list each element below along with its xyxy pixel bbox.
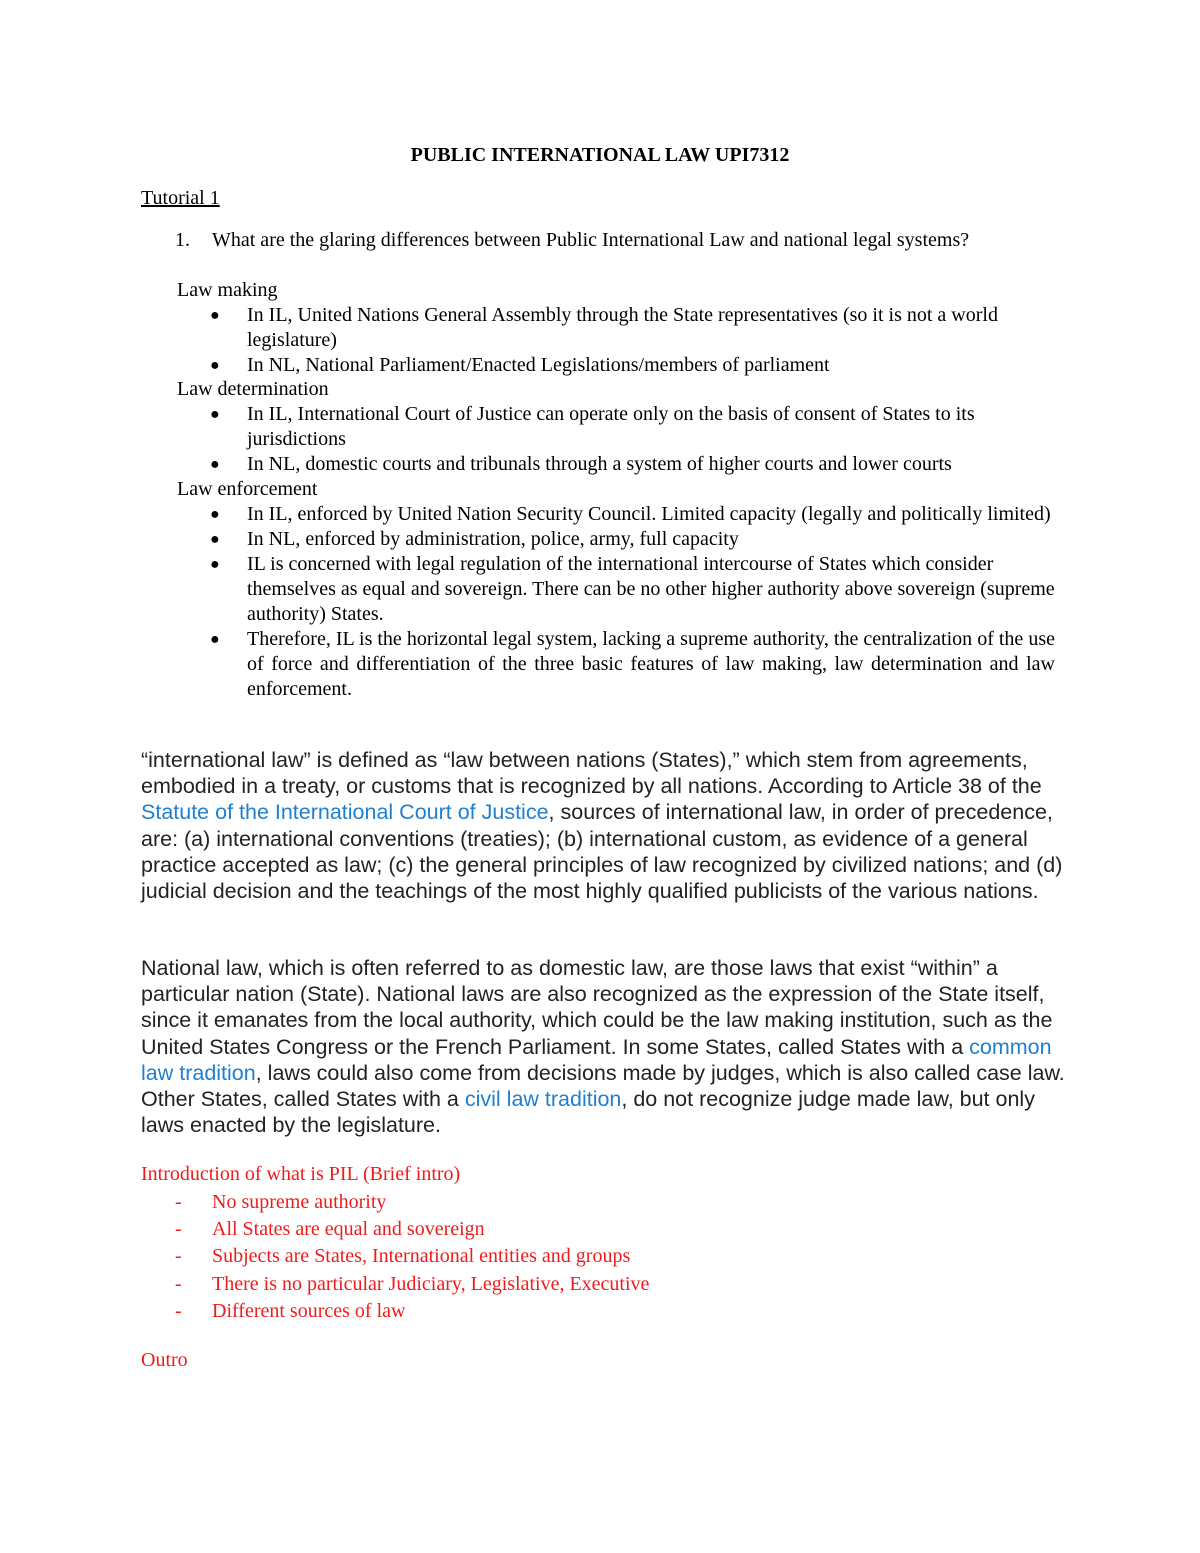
question-number: 1. [175, 229, 190, 251]
civil-law-tradition-link[interactable]: civil law tradition [464, 1087, 622, 1112]
list-item: - Subjects are States, International entities and groups [175, 1243, 649, 1270]
list-item: ● In NL, enforced by administration, police, army, full capacity [210, 528, 739, 550]
intro-heading: Introduction of what is PIL (Brief intro) [141, 1163, 461, 1185]
list-item: - All States are equal and sovereign [175, 1216, 649, 1243]
list-item: ● In IL, International Court of Justice can operate only on the basis of consent of States to its jurisdictions [210, 403, 975, 450]
paragraph-international-law: “international law” is defined as “law between nations (States),” which stem from agreements, embodied in a treaty, or customs that is recognized by all nations. According to Article 38 of the Statute of the International Court of Justice, sources of international law, in order of precedence, are: (a) international conventions (treaties); (b) international custom, as evidence of a general practice accepted as law; (c) the general principles of law recognized by civilized nations; and (d) judicial decision and the teachings of the most highly qualified publicists of the various nations. [141, 748, 1063, 904]
list-item: ● In IL, enforced by United Nation Security Council. Limited capacity (legally and politically limited) [210, 503, 1051, 525]
document-title: PUBLIC INTERNATIONAL LAW UPI7312 [410, 144, 790, 166]
list-item: ● IL is concerned with legal regulation of the international intercourse of States which consider themselves as equal and sovereign. There can be no other higher authority above sovereign (supreme authority) States. [210, 553, 1055, 625]
section-heading-law-determination: Law determination [177, 378, 329, 400]
bullet-icon: ● [210, 456, 220, 473]
dash-icon: - [175, 1272, 182, 1295]
tutorial-heading: Tutorial 1 [141, 187, 220, 209]
question-text: What are the glaring differences between Public International Law and national legal systems? [212, 229, 970, 251]
bullet-icon: ● [210, 531, 220, 548]
bullet-icon: ● [210, 307, 220, 324]
bullet-icon: ● [210, 506, 220, 523]
intro-list [175, 1189, 649, 1325]
list-item: - There is no particular Judiciary, Legislative, Executive [175, 1271, 649, 1298]
dash-icon: - [175, 1299, 182, 1322]
question-1 [175, 228, 1075, 253]
bullet-list-law-making [210, 303, 1055, 378]
dash-icon: - [175, 1191, 182, 1213]
dash-icon: - [175, 1245, 182, 1268]
outro-heading: Outro [141, 1349, 188, 1371]
list-item: ● Therefore, IL is the horizontal legal system, lacking a supreme authority, the centralization of the use of force and differentiation of the three basic features of law making, law determination and law enforcement. [210, 628, 1055, 700]
statute-icj-link[interactable]: Statute of the International Court of Justice [141, 800, 549, 825]
bullet-icon: ● [210, 357, 220, 374]
bullet-icon: ● [210, 631, 220, 648]
bullet-icon: ● [210, 406, 220, 423]
bullet-list-law-determination [210, 402, 1055, 477]
common-law-tradition-link[interactable]: common law tradition [141, 1034, 1052, 1085]
list-item: ● In IL, United Nations General Assembly through the State representatives (so it is not a world legislature) [210, 304, 998, 351]
section-heading-law-enforcement: Law enforcement [177, 478, 318, 500]
list-item: - Different sources of law [175, 1298, 649, 1325]
list-item: - No supreme authority [175, 1189, 649, 1216]
list-item: ● In NL, domestic courts and tribunals through a system of higher courts and lower courts [210, 453, 952, 475]
bullet-list-law-enforcement [210, 502, 1055, 702]
section-heading-law-making: Law making [177, 279, 278, 301]
paragraph-national-law: National law, which is often referred to as domestic law, are those laws that exist “within” a particular nation (State). National laws are also recognized as the expression of the State itself, since it emanates from the local authority, which could be the law making institution, such as the United States Congress or the French Parliament. In some States, called States with a common law tradition, laws could also come from decisions made by judges, which is also called case law. Other States, called States with a civil law tradition, do not recognize judge made law, but only laws enacted by the legislature. [141, 956, 1065, 1138]
bullet-icon: ● [210, 556, 220, 573]
list-item: ● In NL, National Parliament/Enacted Legislations/members of parliament [210, 354, 830, 376]
dash-icon: - [175, 1218, 182, 1241]
